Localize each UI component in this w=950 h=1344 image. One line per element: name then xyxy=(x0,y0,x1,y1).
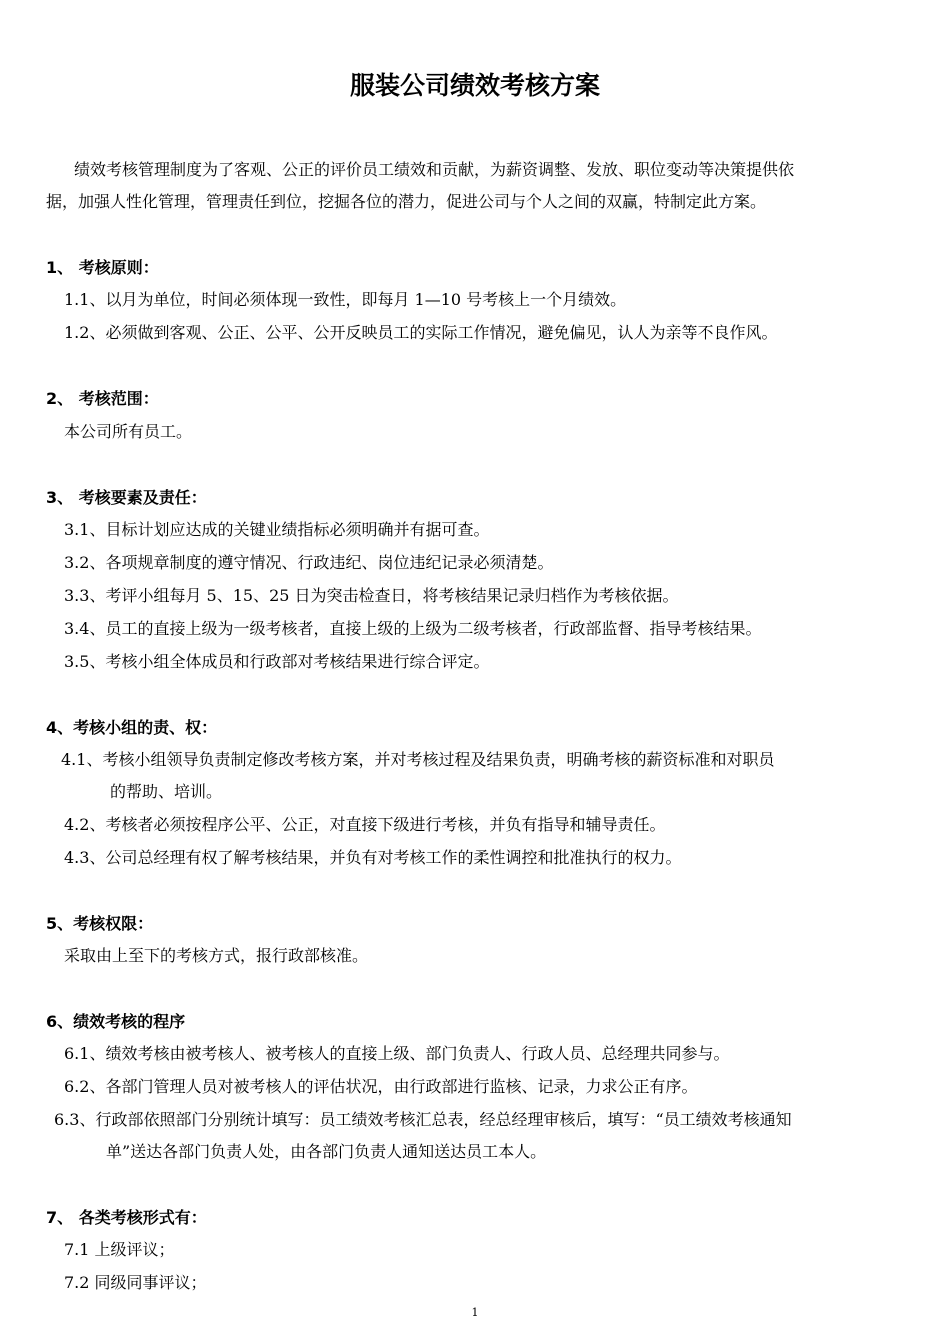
section-3-item-5: 3.5、考核小组全体成员和行政部对考核结果进行综合评定。 xyxy=(64,652,490,671)
section-2-item-1: 本公司所有员工。 xyxy=(64,422,193,441)
section-4-item-1-cont: 的帮助、培训。 xyxy=(110,782,223,801)
section-2-heading: 2、 考核范围： xyxy=(46,389,159,408)
section-7-heading: 7、 各类考核形式有： xyxy=(46,1208,207,1227)
section-6-item-1: 6.1、绩效考核由被考核人、被考核人的直接上级、部门负责人、行政人员、总经理共同参与。 xyxy=(64,1044,730,1063)
section-6-item-2: 6.2、各部门管理人员对被考核人的评估状况，由行政部进行监核、记录，力求公正有序。 xyxy=(64,1077,698,1096)
intro-line-1: 绩效考核管理制度为了客观、公正的评价员工绩效和贡献，为薪资调整、发放、职位变动等决策提供依 xyxy=(74,160,795,179)
section-4-item-3: 4.3、公司总经理有权了解考核结果，并负有对考核工作的柔性调控和批准执行的权力。 xyxy=(64,848,682,867)
section-3-item-2: 3.2、各项规章制度的遵守情况、行政违纪、岗位违纪记录必须清楚。 xyxy=(64,553,554,572)
section-3-heading: 3、 考核要素及责任： xyxy=(46,488,207,507)
section-1-heading: 1、 考核原则： xyxy=(46,258,159,277)
section-4-heading: 4、考核小组的责、权： xyxy=(46,718,218,737)
section-7-item-2: 7.2 同级同事评议； xyxy=(64,1273,207,1292)
section-7-item-1: 7.1 上级评议； xyxy=(64,1240,175,1259)
intro-line-2: 据，加强人性化管理，管理责任到位，挖掘各位的潜力，促进公司与个人之间的双赢，特制定此方案。 xyxy=(46,192,767,211)
section-6-item-3: 6.3、行政部依照部门分别统计填写：员工绩效考核汇总表，经总经理审核后，填写：“员工绩效考核通知 xyxy=(54,1110,792,1129)
section-5-heading: 5、考核权限： xyxy=(46,914,154,933)
section-6-item-3-cont: 单”送达各部门负责人处，由各部门负责人通知送达员工本人。 xyxy=(106,1142,547,1161)
section-1-item-2: 1.2、必须做到客观、公正、公平、公开反映员工的实际工作情况，避免偏见，认人为亲等不良作风。 xyxy=(64,323,778,342)
page-number: 1 xyxy=(471,1306,479,1319)
section-3-item-4: 3.4、员工的直接上级为一级考核者，直接上级的上级为二级考核者，行政部监督、指导考核结果。 xyxy=(64,619,762,638)
section-6-heading: 6、绩效考核的程序 xyxy=(46,1012,186,1031)
section-1-item-1: 1.1、以月为单位，时间必须体现一致性，即每月 1—10 号考核上一个月绩效。 xyxy=(64,290,627,309)
section-3-item-3: 3.3、考评小组每月 5、15、25 日为突击检查日，将考核结果记录归档作为考核依据。 xyxy=(64,586,679,605)
section-5-item-1: 采取由上至下的考核方式，报行政部核准。 xyxy=(64,946,369,965)
section-4-item-1: 4.1、考核小组领导负责制定修改考核方案，并对考核过程及结果负责，明确考核的薪资标准和对职员 xyxy=(61,750,775,769)
section-3-item-1: 3.1、目标计划应达成的关键业绩指标必须明确并有据可查。 xyxy=(64,520,490,539)
section-4-item-2: 4.2、考核者必须按程序公平、公正，对直接下级进行考核，并负有指导和辅导责任。 xyxy=(64,815,666,834)
document-title: 服装公司绩效考核方案 xyxy=(349,71,600,100)
